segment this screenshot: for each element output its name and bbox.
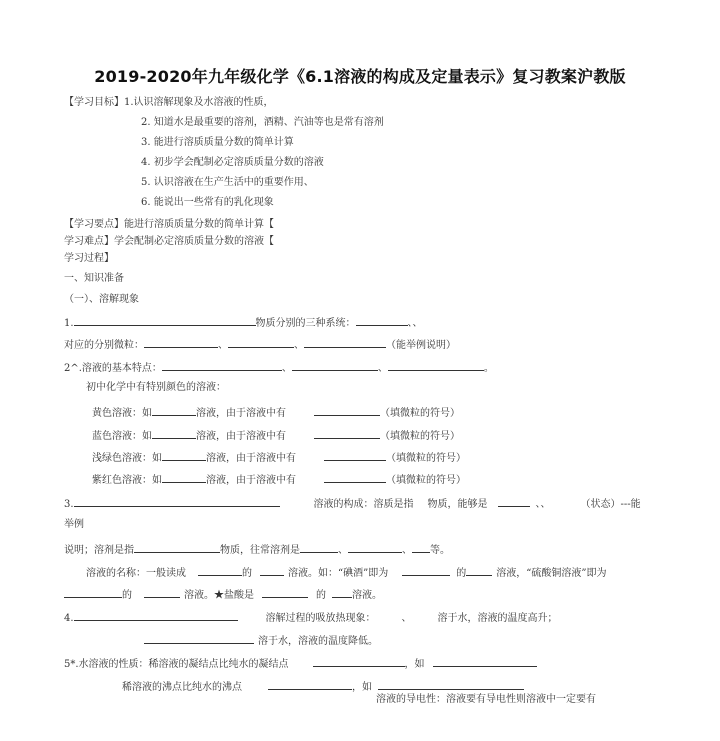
separator: 。 [483, 363, 494, 374]
blank-field[interactable] [378, 679, 524, 690]
blank-field[interactable] [313, 656, 405, 667]
solution-tail: （填微粒的符号） [380, 431, 460, 442]
process-label: 学习过程】 [64, 253, 114, 264]
blank-field[interactable] [433, 656, 537, 667]
section-heading: 一、知识准备 [64, 273, 124, 284]
question-4-cont [144, 633, 378, 648]
question-text: 的 [122, 590, 132, 601]
question-3-solvent [64, 542, 450, 557]
blank-field[interactable] [304, 337, 386, 348]
document-title: 2019-2020年九年级化学《6.1溶液的构成及定量表示》复习教案沪教版 [94, 67, 626, 86]
solution-text: 溶液，由于溶液中有 [206, 453, 296, 464]
question-1 [64, 315, 423, 330]
blank-field[interactable] [268, 679, 352, 690]
blank-field[interactable] [198, 565, 242, 576]
blank-field[interactable] [292, 360, 378, 371]
colored-solution-row [92, 428, 460, 443]
blank-field[interactable] [74, 496, 280, 507]
question-text: ，如 [404, 659, 425, 670]
question-2 [64, 360, 494, 375]
question-text: 2^.溶液的基本特点： [64, 363, 162, 374]
solution-text: 溶液，由于溶液中有 [196, 408, 286, 419]
separator: 、 [401, 613, 412, 624]
question-tail: （状态）---能 [580, 499, 641, 510]
blank-field[interactable] [162, 450, 206, 461]
question-text: 物质分别的三种系统： [255, 318, 356, 329]
solution-name: 蓝色溶液：如 [92, 431, 152, 442]
blank-field[interactable] [324, 472, 386, 483]
blank-field[interactable] [332, 587, 352, 598]
blank-field[interactable] [314, 405, 380, 416]
question-3 [64, 496, 641, 511]
question-number: 3. [64, 499, 74, 510]
blank-field[interactable] [162, 360, 282, 371]
question-5-conductivity: 溶液的导电性：溶液要有导电性则溶液中一定要有 [376, 694, 596, 705]
question-text: 的 [242, 568, 252, 579]
blank-field[interactable] [466, 565, 492, 576]
blank-field[interactable] [152, 428, 196, 439]
separator: 、 [377, 363, 388, 374]
separator: 、 [218, 340, 228, 351]
question-number: 4. [64, 613, 74, 624]
question-text: 物质，能够是 [427, 499, 488, 510]
separator: 、 [402, 545, 412, 556]
objective-item: 4. 初步学会配制必定溶质质量分数的溶液 [141, 157, 324, 168]
objective-item: 3. 能进行溶质质量分数的简单计算 [141, 137, 294, 148]
question-text: 溶液。★盐酸是 [184, 590, 254, 601]
question-5 [64, 656, 537, 671]
separator: 、 [338, 545, 348, 556]
question-tail: 溶于水，溶液的温度高升； [437, 613, 558, 624]
question-text: ，如 [352, 682, 372, 693]
question-text: 溶液，“硫酸铜溶液”即为 [496, 568, 607, 579]
solution-tail: （填微粒的符号） [380, 408, 460, 419]
blank-field[interactable] [144, 337, 218, 348]
separator: 、 [281, 363, 292, 374]
blank-field[interactable] [144, 587, 180, 598]
blank-field[interactable] [228, 337, 294, 348]
separator: 、、 [535, 499, 551, 510]
question-text: 5*.水溶液的性质：稀溶液的凝结点比纯水的凝结点 [64, 659, 289, 670]
question-text: 溶液。如：“碘酒”即为 [288, 568, 389, 579]
question-text: 的 [456, 568, 467, 579]
blank-field[interactable] [262, 587, 308, 598]
blank-field[interactable] [412, 542, 430, 553]
blank-field[interactable] [348, 542, 402, 553]
question-text: 说明；溶剂是指 [64, 545, 134, 556]
blank-field[interactable] [314, 428, 380, 439]
colored-solution-row [92, 405, 460, 420]
blank-field[interactable] [260, 565, 284, 576]
question-5-boiling [122, 679, 524, 694]
objective-item: 5. 认识溶液在生产生活中的重要作用、 [141, 177, 314, 188]
key-points: 【学习要点】能进行溶质质量分数的简单计算【 [64, 219, 274, 230]
question-3-example: 举例 [64, 519, 84, 530]
blank-field[interactable] [356, 315, 408, 326]
colored-solution-row [92, 450, 466, 465]
question-text: 溶于水，溶液的温度降低。 [258, 636, 378, 647]
subsection-heading: （一）、溶解现象 [64, 294, 139, 305]
blank-field[interactable] [64, 587, 122, 598]
question-tail: 、、 [407, 318, 423, 329]
blank-field[interactable] [74, 610, 238, 621]
blank-field[interactable] [134, 542, 220, 553]
question-text: 溶解过程的吸放热现象： [265, 613, 376, 624]
blank-field[interactable] [152, 405, 196, 416]
colored-solution-row [92, 472, 466, 487]
colored-solutions-intro: 初中化学中有特别颜色的溶液： [86, 382, 226, 393]
blank-field[interactable] [402, 565, 450, 576]
question-3-naming [86, 565, 606, 580]
solution-name: 浅绿色溶液：如 [92, 453, 162, 464]
question-text: 溶液的名称：一般读成 [86, 568, 186, 579]
objective-item: 6. 能说出一些常有的乳化现象 [141, 197, 274, 208]
objective-item: 2. 知道水是最重要的溶剂，酒精、汽油等也是常有溶剂 [141, 117, 384, 128]
solution-text: 溶液，由于溶液中有 [196, 431, 286, 442]
objectives-header: 【学习目标】1.认识溶解现象及水溶液的性质， [64, 97, 274, 108]
question-text: 物质，往常溶剂是 [220, 545, 300, 556]
question-text: 溶液的构成：溶质是指 [313, 499, 414, 510]
question-tail: 溶液。 [352, 590, 382, 601]
question-text: 对应的分别微粒： [64, 340, 144, 351]
question-text: 的 [316, 590, 326, 601]
difficulties: 学习难点】学会配制必定溶质质量分数的溶液【 [64, 236, 274, 247]
blank-field[interactable] [162, 472, 206, 483]
solution-tail: （填微粒的符号） [386, 475, 466, 486]
solution-tail: （填微粒的符号） [386, 453, 466, 464]
question-1-particles [64, 337, 456, 352]
blank-field[interactable] [324, 450, 386, 461]
solution-name: 黄色溶液：如 [92, 408, 152, 419]
blank-field[interactable] [300, 542, 338, 553]
question-3-naming-cont [64, 587, 382, 602]
question-tail: 等。 [430, 545, 450, 556]
question-text: 稀溶液的沸点比纯水的沸点 [122, 682, 242, 693]
solution-text: 溶液，由于溶液中有 [206, 475, 296, 486]
blank-field[interactable] [498, 496, 530, 507]
question-tail: （能举例说明） [386, 340, 456, 351]
blank-field[interactable] [144, 633, 254, 644]
solution-name: 紫红色溶液：如 [92, 475, 162, 486]
separator: 、 [294, 340, 304, 351]
question-4 [64, 610, 558, 625]
blank-field[interactable] [74, 315, 256, 326]
blank-field[interactable] [388, 360, 484, 371]
question-number: 1. [64, 318, 74, 329]
